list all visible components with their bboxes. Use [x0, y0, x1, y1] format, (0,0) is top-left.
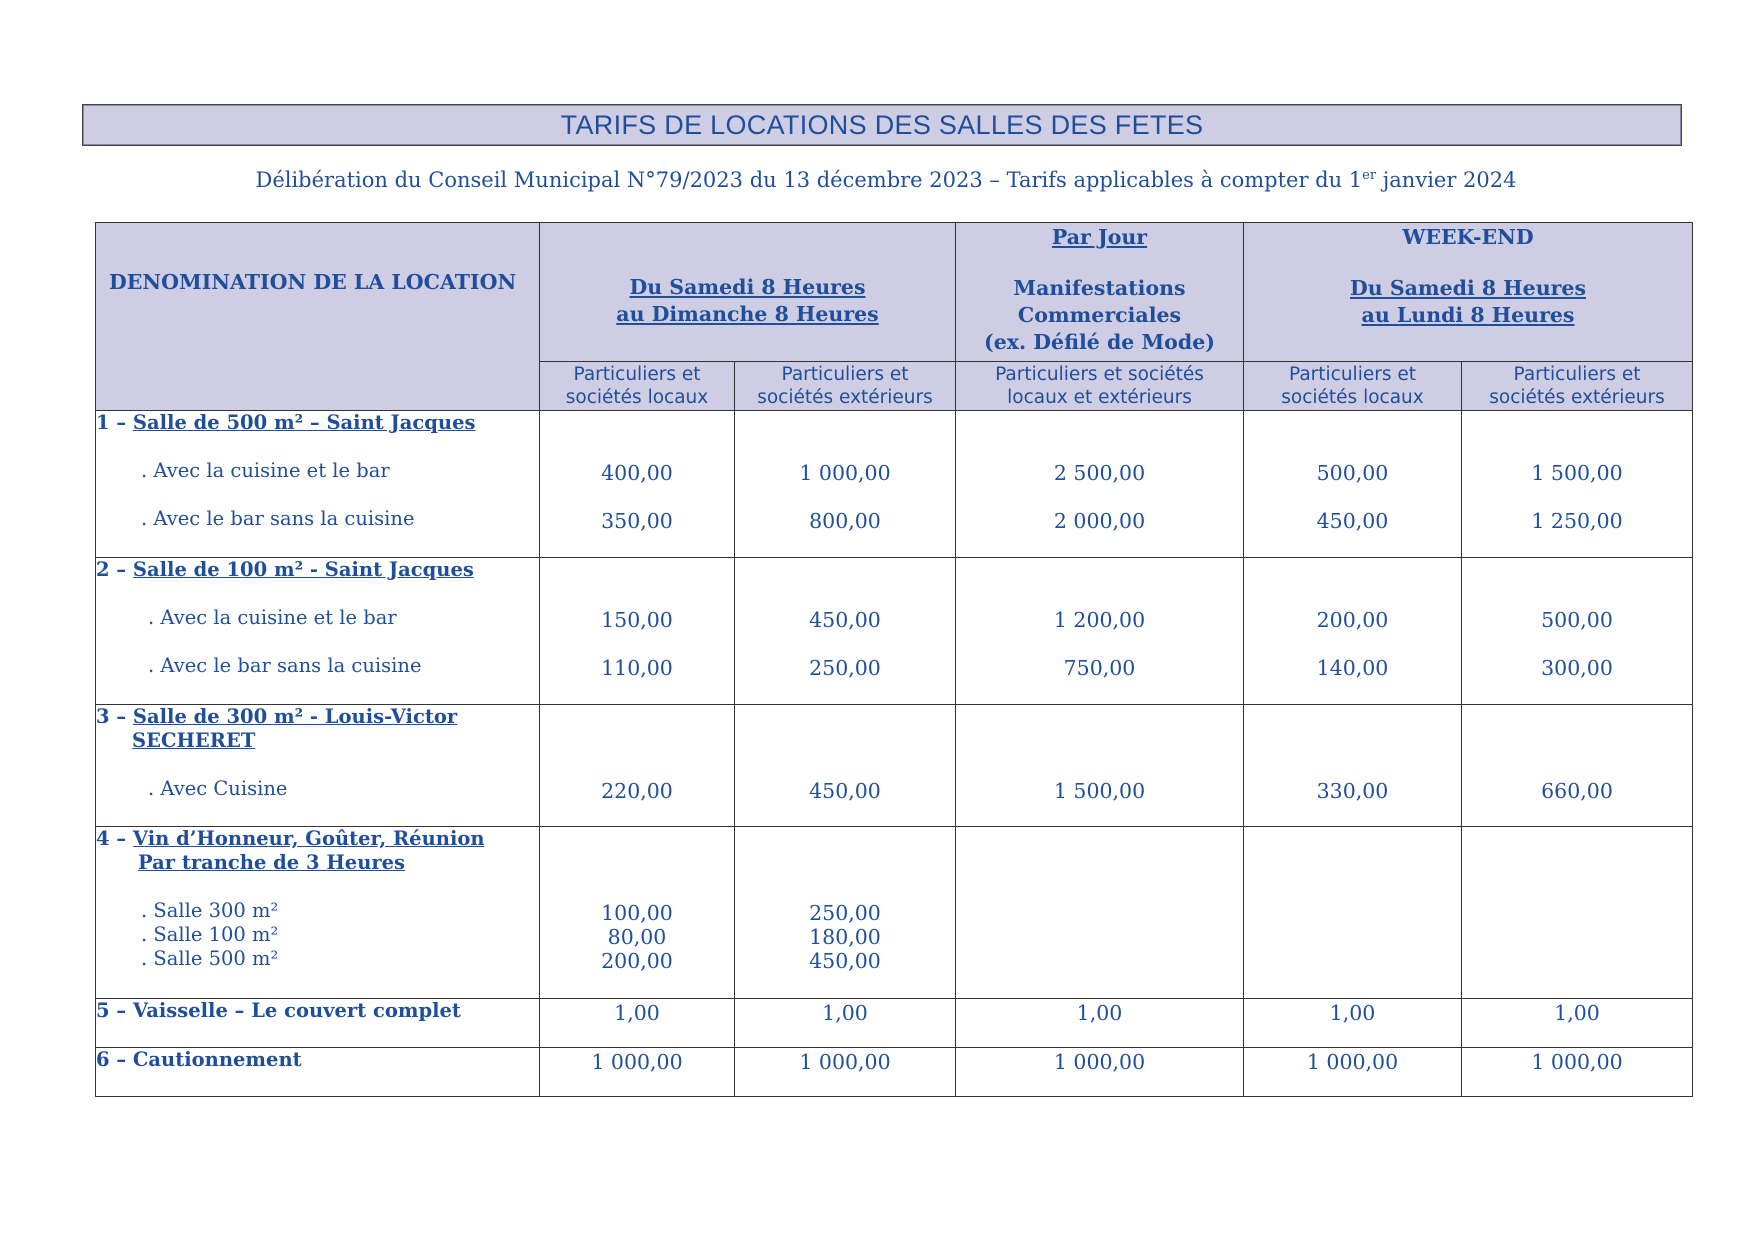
value-cell: 180,00 [809, 925, 881, 949]
subheader-c1 [540, 362, 735, 411]
weekend-short-line1: Du Samedi 8 Heures [629, 275, 866, 299]
section-4-item-2: . Salle 100 m² [141, 923, 279, 946]
subtitle-superscript: er [1362, 168, 1377, 183]
section-4-item-3: . Salle 500 m² [141, 947, 279, 970]
value-cell: 1 200,00 [1053, 608, 1146, 632]
par-jour-title: Par Jour [1051, 225, 1148, 249]
value-cell: 330,00 [1316, 779, 1389, 803]
value-cell: 2 000,00 [1053, 509, 1146, 533]
section-5-col-5 [1462, 999, 1693, 1048]
section-1-item-2: . Avec le bar sans la cuisine [141, 507, 415, 530]
value-cell: 1 250,00 [1531, 509, 1623, 533]
section-4-col-2 [735, 827, 956, 999]
section-4-item-1: . Salle 300 m² [141, 899, 279, 922]
subheader-c5-line1: Particuliers et [1513, 364, 1641, 385]
subheader-c5-line2: sociétés extérieurs [1489, 387, 1665, 408]
subheader-c4 [1244, 362, 1462, 411]
value-cell: 80,00 [607, 925, 667, 949]
value-cell: 1,00 [614, 1001, 660, 1025]
table-row [96, 827, 1693, 999]
value-cell: 200,00 [601, 949, 673, 973]
section-6-col-1 [540, 1048, 735, 1097]
section-6-col-2 [735, 1048, 956, 1097]
value-cell: 450,00 [809, 779, 881, 803]
section-3-label [96, 705, 540, 827]
value-cell: 1 000,00 [1306, 1050, 1399, 1074]
table-row [96, 705, 1693, 827]
deliberation-subtitle [82, 168, 1690, 192]
value-cell: 100,00 [601, 901, 673, 925]
subtitle-text: Délibération du Conseil Municipal N°79/2023 du 13 décembre 2023 – Tarifs applicables à compter du 1 [255, 168, 1363, 192]
value-cell: 1 500,00 [1531, 461, 1623, 485]
section-2-label [96, 558, 540, 705]
section-3-col-1 [540, 705, 735, 827]
weekend-title: WEEK-END [1402, 225, 1534, 249]
value-cell: 300,00 [1541, 656, 1613, 680]
subheader-c3-line2: locaux et extérieurs [1007, 387, 1192, 408]
section-2-item-2: . Avec le bar sans la cuisine [148, 654, 422, 677]
value-cell: 1 000,00 [799, 461, 891, 485]
section-3-col-4 [1244, 705, 1462, 827]
section-3-col-5 [1462, 705, 1693, 827]
table-row [96, 1048, 1693, 1097]
value-cell: 1,00 [1554, 1001, 1600, 1025]
subheader-c5 [1462, 362, 1693, 411]
value-cell: 150,00 [601, 608, 673, 632]
subheader-c2-line2: sociétés extérieurs [757, 387, 933, 408]
par-jour-line1: Manifestations [1013, 276, 1186, 300]
table-row [96, 999, 1693, 1048]
header-par-jour [956, 223, 1244, 362]
subheader-c3 [956, 362, 1244, 411]
value-cell: 110,00 [601, 656, 673, 680]
section-1-col-2 [735, 411, 956, 558]
value-cell: 660,00 [1541, 779, 1613, 803]
section-2-col-2 [735, 558, 956, 705]
value-cell: 500,00 [1541, 608, 1613, 632]
value-cell: 250,00 [809, 901, 881, 925]
section-4-col-1 [540, 827, 735, 999]
section-1-number: 1 – [96, 411, 133, 434]
section-4-col-5 [1462, 827, 1693, 999]
par-jour-line2: Commerciales [1017, 303, 1182, 327]
value-cell: 450,00 [809, 949, 881, 973]
section-4-col-4 [1244, 827, 1462, 999]
subheader-c2-line1: Particuliers et [781, 364, 909, 385]
section-2-col-4 [1244, 558, 1462, 705]
value-cell: 1 000,00 [1053, 1050, 1146, 1074]
section-2-col-3 [956, 558, 1244, 705]
section-3-title-2: SECHERET [132, 729, 256, 752]
section-2-title: Salle de 100 m² - Saint Jacques [132, 558, 474, 581]
section-6-col-4 [1244, 1048, 1462, 1097]
value-cell: 1 000,00 [591, 1050, 683, 1074]
tariff-table [95, 222, 1693, 1097]
subheader-c2 [735, 362, 956, 411]
header-weekend-short [540, 223, 956, 362]
section-3-title-1: Salle de 300 m² - Louis-Victor [132, 705, 458, 728]
value-cell: 500,00 [1316, 461, 1389, 485]
subheader-c4-line1: Particuliers et [1289, 364, 1416, 385]
value-cell: 1 000,00 [1531, 1050, 1623, 1074]
section-4-label [96, 827, 540, 999]
section-1-col-1 [540, 411, 735, 558]
value-cell: 2 500,00 [1053, 461, 1146, 485]
section-5-col-4 [1244, 999, 1462, 1048]
value-cell: 1,00 [1076, 1001, 1123, 1025]
section-3-number: 3 – [96, 705, 133, 728]
section-5-col-3 [956, 999, 1244, 1048]
section-4-number: 4 – [96, 827, 133, 850]
value-cell: 750,00 [1063, 656, 1136, 680]
value-cell: 1 500,00 [1053, 779, 1146, 803]
section-5-title: 5 – Vaisselle – Le couvert complet [96, 999, 461, 1022]
section-5-col-1 [540, 999, 735, 1048]
denomination-label: DENOMINATION DE LA LOCATION [109, 270, 517, 294]
section-6-col-3 [956, 1048, 1244, 1097]
subheader-c1-line2: sociétés locaux [565, 387, 709, 408]
section-4-title-1: Vin d’Honneur, Goûter, Réunion [132, 827, 485, 850]
section-3-col-2 [735, 705, 956, 827]
section-4-col-3 [956, 827, 1244, 999]
subheader-c3-line1: Particuliers et sociétés [995, 364, 1204, 385]
subheader-c4-line2: sociétés locaux [1281, 387, 1424, 408]
header-row-main [96, 223, 1693, 362]
header-weekend [1244, 223, 1693, 362]
value-cell: 350,00 [601, 509, 673, 533]
value-cell: 1,00 [822, 1001, 868, 1025]
subheader-c1-line1: Particuliers et [573, 364, 701, 385]
section-6-col-5 [1462, 1048, 1693, 1097]
value-cell: 1,00 [1329, 1001, 1376, 1025]
section-2-col-5 [1462, 558, 1693, 705]
section-2-item-1: . Avec la cuisine et le bar [148, 606, 397, 629]
page-title [82, 104, 1682, 146]
par-jour-line3: (ex. Défilé de Mode) [984, 330, 1215, 354]
weekend-short-line2: au Dimanche 8 Heures [616, 302, 879, 326]
page-title-text: TARIFS DE LOCATIONS DES SALLES DES FETES [560, 109, 1204, 140]
section-5-label [96, 999, 540, 1048]
section-1-label [96, 411, 540, 558]
section-1-title: Salle de 500 m² – Saint Jacques [132, 411, 476, 434]
section-2-number: 2 – [96, 558, 133, 581]
section-6-title: 6 – Cautionnement [96, 1048, 302, 1071]
value-cell: 450,00 [809, 608, 881, 632]
section-3-item-1: . Avec Cuisine [148, 777, 288, 800]
section-1-item-1: . Avec la cuisine et le bar [141, 459, 390, 482]
section-3-col-3 [956, 705, 1244, 827]
weekend-line2: au Lundi 8 Heures [1361, 303, 1575, 327]
value-cell: 200,00 [1316, 608, 1389, 632]
table-row [96, 558, 1693, 705]
section-6-label [96, 1048, 540, 1097]
value-cell: 250,00 [809, 656, 881, 680]
value-cell: 220,00 [601, 779, 673, 803]
value-cell: 450,00 [1316, 509, 1389, 533]
section-1-col-3 [956, 411, 1244, 558]
subtitle-end: janvier 2024 [1376, 168, 1517, 192]
value-cell: 1 000,00 [799, 1050, 891, 1074]
table-row [96, 411, 1693, 558]
value-cell: 140,00 [1316, 656, 1389, 680]
value-cell: 800,00 [809, 509, 881, 533]
section-1-col-4 [1244, 411, 1462, 558]
section-4-title-2: Par tranche de 3 Heures [138, 851, 406, 874]
value-cell: 400,00 [601, 461, 673, 485]
section-1-col-5 [1462, 411, 1693, 558]
weekend-line1: Du Samedi 8 Heures [1350, 276, 1587, 300]
section-5-col-2 [735, 999, 956, 1048]
section-2-col-1 [540, 558, 735, 705]
header-denomination [96, 223, 540, 411]
